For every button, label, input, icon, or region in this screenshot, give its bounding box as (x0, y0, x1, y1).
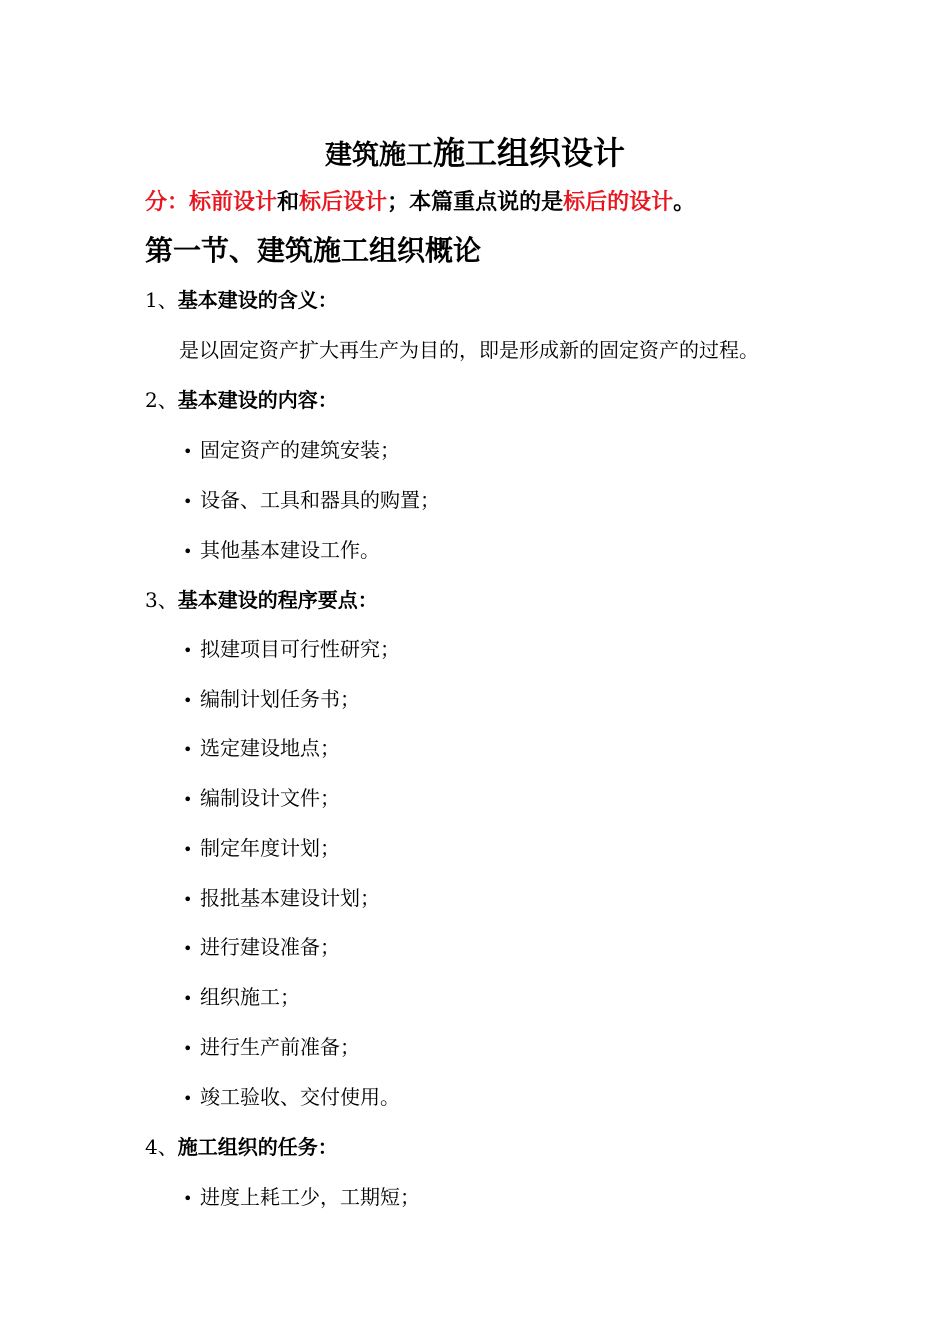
bullet-icon: • (183, 740, 193, 759)
subtitle-post-bid-highlight: 标后的设计 (563, 189, 674, 215)
heading-text: 施工组织的任务： (177, 1135, 338, 1159)
heading-text: 基本建设的内容： (177, 388, 338, 412)
list-item (183, 634, 400, 666)
subtitle-pre-bid-design: 标前设计 (189, 189, 278, 215)
heading-number: 1、 (145, 288, 178, 312)
bullet-icon: • (183, 840, 193, 859)
subtitle-prefix: 分： (145, 189, 190, 215)
bullet-icon: • (183, 890, 193, 909)
list-item-text: 设备、工具和器具的购置； (200, 488, 440, 512)
title-part-2: 施工组织设计 (432, 134, 625, 172)
title-part-1: 建筑施工 (324, 140, 433, 171)
list-item (183, 435, 400, 467)
list-item-text: 进行生产前准备； (200, 1035, 360, 1059)
list-item (183, 485, 440, 517)
list-item (183, 535, 380, 567)
bullet-icon: • (183, 790, 193, 809)
subtitle-period: 。 (673, 189, 696, 215)
list-item-text: 固定资产的建筑安装； (200, 438, 400, 462)
list-item-text: 报批基本建设计划； (200, 886, 380, 910)
heading-text: 基本建设的含义： (177, 288, 338, 312)
list-item (183, 833, 340, 865)
heading-number: 4、 (145, 1135, 178, 1159)
list-item-text: 选定建设地点； (200, 736, 340, 760)
bullet-icon: • (183, 939, 193, 958)
bullet-icon: • (183, 641, 193, 660)
bullet-icon: • (183, 492, 193, 511)
bullet-icon: • (183, 442, 193, 461)
heading-text: 基本建设的程序要点： (177, 588, 378, 612)
list-item-text: 组织施工； (200, 985, 300, 1009)
list-item-text: 编制计划任务书； (200, 687, 360, 711)
paragraph-1: 是以固定资产扩大再生产为目的，即是形成新的固定资产的过程。 (179, 338, 759, 362)
section-title: 第一节、建筑施工组织概论 (145, 234, 482, 267)
heading-4 (145, 1132, 338, 1162)
bullet-icon: • (183, 1039, 193, 1058)
heading-1 (145, 285, 338, 315)
heading-number: 2、 (145, 388, 178, 412)
bullet-icon: • (183, 1089, 193, 1108)
list-item-text: 进度上耗工少，工期短； (200, 1185, 420, 1209)
subtitle-post-bid-design: 标后设计 (299, 189, 388, 215)
list-item-text: 其他基本建设工作。 (200, 538, 380, 562)
list-item (183, 1032, 360, 1064)
subtitle-focus-text: ；本篇重点说的是 (387, 189, 564, 215)
subtitle-and: 和 (277, 189, 300, 215)
list-item (183, 1182, 420, 1214)
list-item-text: 编制设计文件； (200, 786, 340, 810)
list-item (183, 932, 340, 964)
document-title (0, 130, 950, 179)
bullet-icon: • (183, 691, 193, 710)
subtitle-line (145, 184, 695, 220)
list-item-text: 竣工验收、交付使用。 (200, 1085, 400, 1109)
list-item-text: 拟建项目可行性研究； (200, 637, 400, 661)
heading-number: 3、 (145, 588, 178, 612)
list-item-text: 进行建设准备； (200, 935, 340, 959)
heading-3 (145, 585, 378, 615)
heading-2 (145, 385, 338, 415)
list-item (183, 883, 380, 915)
list-item (183, 1082, 400, 1114)
bullet-icon: • (183, 1189, 193, 1208)
list-item (183, 684, 360, 716)
list-item (183, 783, 340, 815)
list-item-text: 制定年度计划； (200, 836, 340, 860)
bullet-icon: • (183, 542, 193, 561)
list-item (183, 733, 340, 765)
list-item (183, 982, 300, 1014)
bullet-icon: • (183, 989, 193, 1008)
